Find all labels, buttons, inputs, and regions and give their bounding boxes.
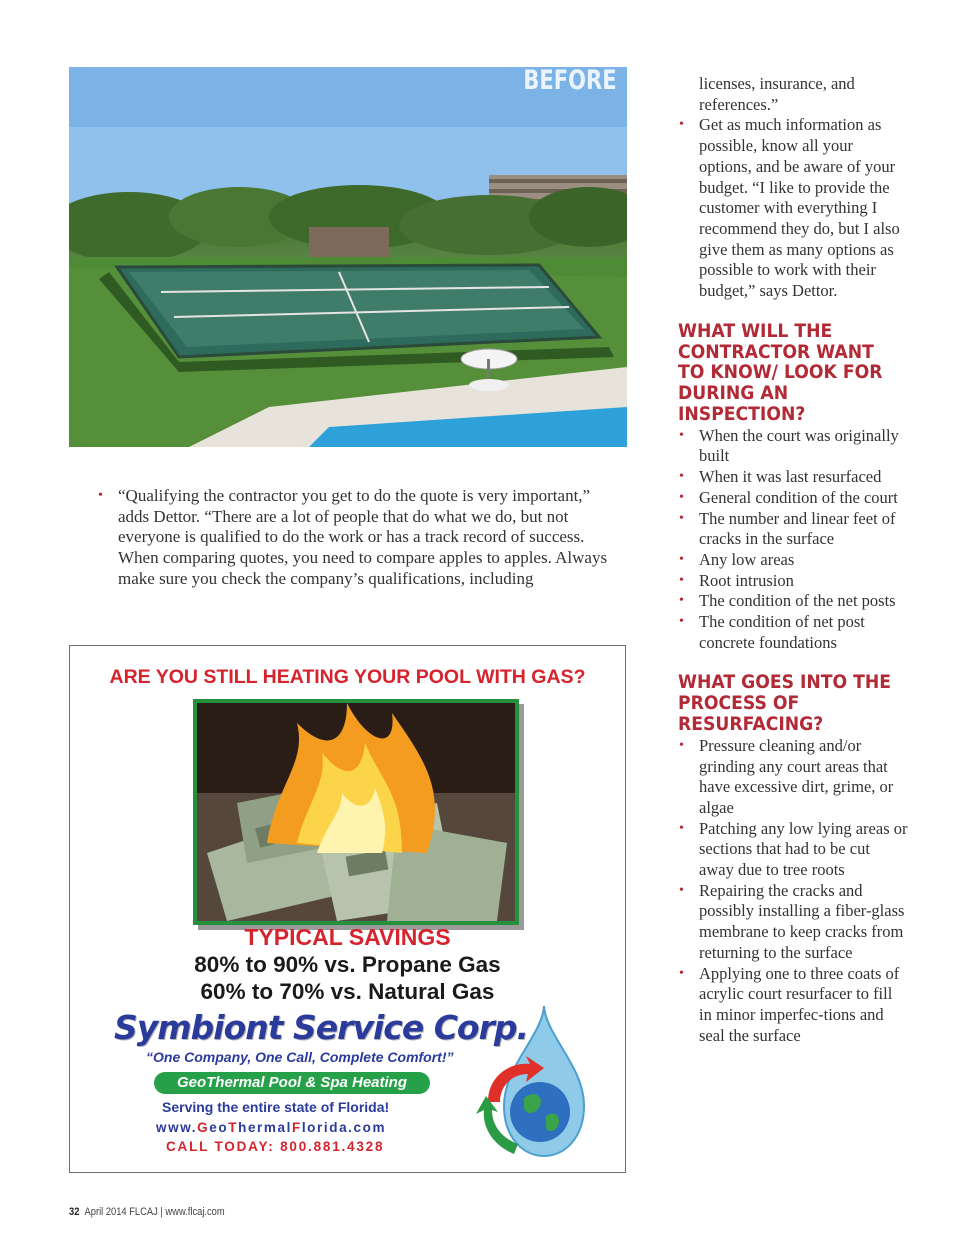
website-link[interactable] (156, 1120, 386, 1135)
geothermal-advertisement (69, 645, 626, 1173)
issue-info: April 2014 FLCAJ (84, 1206, 158, 1218)
left-bullet-list (98, 486, 618, 590)
resurfacing-list (678, 736, 908, 1047)
bullet-text: When it was last resurfaced (699, 467, 882, 487)
bullet-icon: • (98, 488, 103, 503)
continuation-text: licenses, insurance, and references.” (699, 74, 855, 114)
url-part: eo (209, 1120, 229, 1135)
bullet-text: The condition of the net posts (699, 591, 896, 611)
section-heading-resurfacing: WHAT GOES INTO THE PROCESS OF RESURFACING? (678, 672, 892, 736)
list-item (678, 509, 908, 550)
bullet-text: Applying one to three coats of acrylic court resurfacer to fill in minor imperfec-tions and seal the surface (699, 963, 900, 1045)
section-heading-inspection: WHAT WILL THE CONTRACTOR WANT TO KNOW/ LOOK FOR DURING AN INSPECTION? (678, 320, 883, 425)
url-part: www. (156, 1120, 198, 1135)
list-item (678, 550, 908, 571)
burning-money-illustration (197, 703, 515, 921)
url-part: hermal (238, 1120, 292, 1135)
bullet-icon: • (679, 551, 684, 567)
bullet-text: Any low areas (699, 549, 795, 569)
list-item (678, 426, 908, 467)
url-part: T (228, 1120, 239, 1135)
right-column (678, 74, 908, 1046)
bullet-icon: • (679, 965, 684, 981)
before-label: BEFORE (523, 67, 617, 96)
company-tagline: “One Company, One Call, Complete Comfort!” (146, 1049, 454, 1065)
bullet-icon: • (679, 820, 684, 836)
list-item (98, 486, 618, 590)
list-item (678, 736, 908, 819)
water-drop-globe-logo-icon (474, 1006, 596, 1164)
ad-headline: ARE YOU STILL HEATING YOUR POOL WITH GAS? (109, 666, 586, 688)
bullet-text: The number and linear feet of cracks in the surface (699, 508, 896, 549)
bullet-text: When the court was originally built (699, 425, 899, 466)
url-part: lorida.com (301, 1120, 387, 1135)
list-item (678, 488, 908, 509)
typical-savings-title: TYPICAL SAVINGS (244, 924, 451, 950)
url-part: F (291, 1120, 302, 1135)
page-footer (69, 1206, 225, 1218)
list-item (678, 115, 908, 301)
bullet-icon: • (679, 572, 684, 588)
bullet-icon: • (679, 427, 684, 443)
bullet-icon: • (679, 117, 684, 133)
savings-natural-gas: 60% to 70% vs. Natural Gas (200, 979, 495, 1004)
bullet-icon: • (679, 737, 684, 753)
bullet-text: The condition of net post concrete foundations (699, 612, 865, 652)
footer-separator: | (160, 1206, 163, 1218)
url-part: G (197, 1120, 210, 1135)
bullet-text: Root intrusion (699, 570, 794, 590)
burning-money-image (193, 699, 519, 925)
tennis-court-photo (69, 67, 627, 447)
bullet-icon: • (679, 469, 684, 485)
list-item (678, 819, 908, 881)
bullet-text: Patching any low lying areas or sections that had to be cut away due to tree roots (699, 818, 908, 880)
list-item (678, 591, 908, 612)
bullet-text: “Qualifying the contractor you get to do the quote is very important,” adds Dettor. “There are a lot of people that do what we do, but not everyone is qualified to do the work or has a track record of success. When comparing quotes, you need to compare apples to apples. Always make sure you check the company’s qualifications, including (118, 486, 608, 588)
list-item (678, 964, 908, 1047)
bullet-text: General condition of the court (699, 487, 898, 507)
call-today-phone: CALL TODAY: 800.881.4328 (166, 1139, 385, 1154)
left-column-text (98, 486, 618, 590)
savings-propane: 80% to 90% vs. Propane Gas (194, 952, 501, 977)
bullet-icon: • (679, 489, 684, 505)
bullet-icon: • (679, 614, 684, 630)
list-item (678, 881, 908, 964)
list-item (678, 467, 908, 488)
bullet-text: Get as much information as possible, know all your options, and be aware of your budget. “I like to provide the customer with everything I recommend they do, but I also give them as many options as possible to work with their budget,” says Dettor. (699, 115, 900, 301)
bullet-icon: • (679, 593, 684, 609)
service-badge: GeoThermal Pool & Spa Heating (154, 1072, 430, 1094)
bullet-text: Pressure cleaning and/or grinding any court areas that have excessive dirt, grime, or algae (699, 735, 894, 817)
list-item (678, 612, 908, 653)
bullet-text: Repairing the cracks and possibly installing a fiber-glass membrane to keep cracks from returning to the surface (699, 880, 905, 962)
intro-bullet-list (678, 115, 908, 301)
serving-text: Serving the entire state of Florida! (162, 1099, 390, 1115)
list-item (678, 571, 908, 592)
footer-site-link[interactable]: www.flcaj.com (165, 1206, 225, 1218)
bullet-icon: • (679, 882, 684, 898)
page-number: 32 (69, 1206, 80, 1218)
company-name: Symbiont Service Corp. (114, 1008, 529, 1047)
tennis-court-illustration (69, 67, 627, 447)
bullet-icon: • (679, 510, 684, 526)
inspection-list (678, 426, 908, 654)
